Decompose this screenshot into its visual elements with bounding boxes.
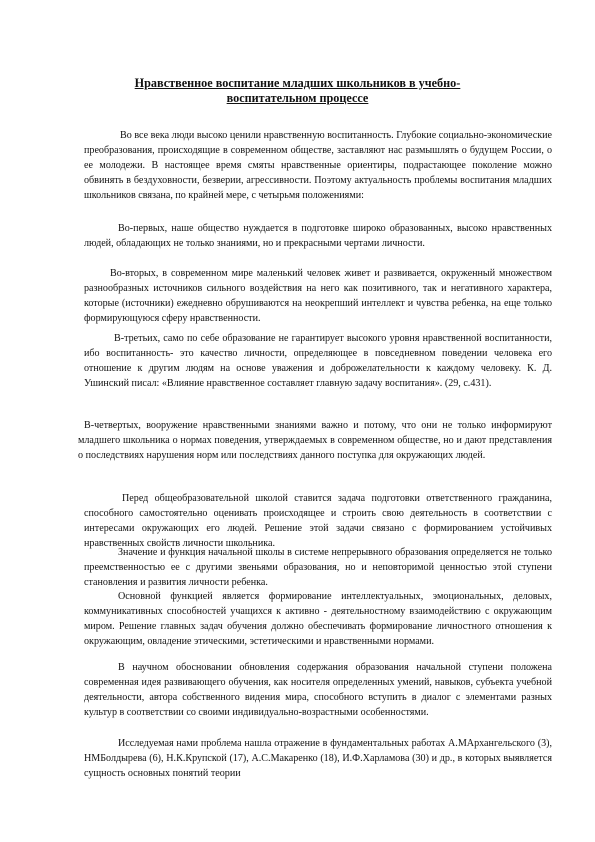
paragraph-research-sources: Исследуемая нами проблема нашла отражение в фундаментальных работах А.МАрхангельского (3), НМБолдырева (6), Н.К.Крупской (17), А.С.Макаренко (18), И.Ф.Харламова (30) и др., в которых выявляется сущность основных понятий теории xyxy=(84,738,552,780)
paragraph-primary-school-role: Значение и функция начальной школы в системе непрерывного образования определяется не только преемственностью ее с другими звеньями образования, но и неповторимой ценностью этой ступени становления и развития личности ребенка. xyxy=(84,547,552,589)
paragraph-main-function: Основной функцией является формирование интеллектуальных, эмоциональных, деловых, коммуникативных способностей учащихся к активно - деятельностному взаимодействию с окружающим миром. Решение главных задач обучения должно обеспечивать формирование личностного отношения к окружающим, овладение этическими, эстетическими и нравственными нормами. xyxy=(84,591,552,648)
title-line-2: воспитательном процессе xyxy=(226,91,369,105)
paragraph-first-point: Во-первых, наше общество нуждается в подготовке широко образованных, высоко нравственных людей, обладающих не только знаниями, но и прекрасными чертами личности. xyxy=(84,223,552,250)
paragraph-fourth-point: В-четвертых, вооружение нравственными знаниями важно и потому, что они не только информируют младшего школьника о нормах поведения, утверждаемых в современном обществе, но и дают представления о последствиях нарушения норм или последствиях данного поступка для окружающих людей. xyxy=(78,420,552,462)
paragraph-intro: Во все века люди высоко ценили нравственную воспитанность. Глубокие социально-экономические преобразования, происходящие в современном обществе, заставляют нас размышлять о будущем России, о ее молодежи. В настоящее время смяты нравственные ориентиры, подрастающее поколение можно обвинять в бездуховности, безверии, агрессивности. Поэтому актуальность проблемы воспитания младших школьников связана, по крайней мере, с четырьмя положениями: xyxy=(84,130,552,202)
paragraph-second-point: Во-вторых, в современном мире маленький человек живет и развивается, окруженный множеством разнообразных источников сильного воздействия на него как позитивного, так и негативного характера, которые (источники) ежедневно обрушиваются на неокрепший интеллект и чувства ребенка, на еще только формирующуюся сферу нравственности. xyxy=(84,268,552,325)
title-line-1: Нравственное воспитание младших школьников в учебно- xyxy=(134,76,461,90)
paragraph-third-point: В-третьих, само по себе образование не гарантирует высокого уровня нравственной воспитанности, ибо воспитанность- это качество личности, определяющее в повседневном поведении человека его отношение к другим людям на основе уважения и доброжелательности к каждому человеку. К. Д. Ушинский писал: «Влияние нравственное составляет главную задачу воспитания». (29, с.431). xyxy=(84,333,552,390)
document-title xyxy=(120,76,475,106)
paragraph-school-task: Перед общеобразовательной школой ставится задача подготовки ответственного гражданина, способного самостоятельно оценивать происходящее и строить свою деятельность в соответствии с интересами окружающих его людей. Решение этой задачи связано с формированием устойчивых нравственных свойств личности школьника. xyxy=(84,493,552,550)
paragraph-scientific-basis: В научном обосновании обновления содержания образования начальной ступени положена современная идея развивающего обучения, как носителя определенных умений, навыков, субъекта учебной деятельности, автора собственного видения мира, способного вступить в диалог с элементами разных культур в соответствии со своими индивидуально-возрастными особенностями. xyxy=(84,662,552,719)
